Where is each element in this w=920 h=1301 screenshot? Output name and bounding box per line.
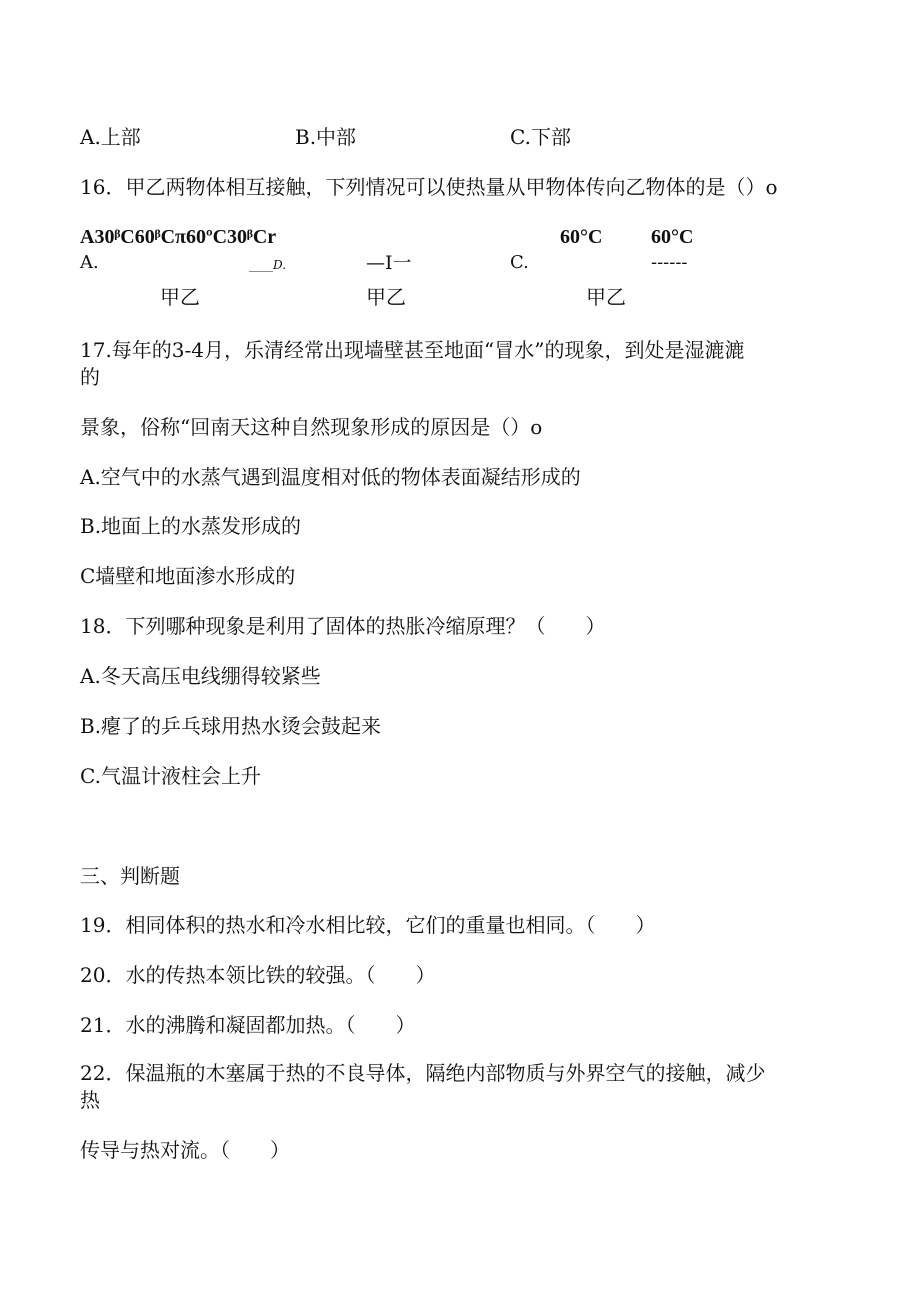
q16-pair-2: 甲乙 — [366, 285, 406, 309]
q16-label-b-mark: —I一 — [366, 252, 412, 274]
section-3-title: 三、判断题 — [80, 864, 180, 888]
q16-dashes: ------ — [651, 252, 688, 273]
q17-stem-line2: 的 — [80, 365, 100, 389]
q22-statement-line1: 22．保温瓶的木塞属于热的不良导体，隔绝内部物质与外界空气的接触，减少 — [80, 1061, 766, 1085]
q16-temps-left: A30ᵝC60ᵝCπ60ºC30ᵝCr — [80, 226, 277, 248]
q15-option-a: A.上部 — [80, 125, 141, 149]
q16-temp-c1: 60°C — [560, 226, 603, 248]
q17-option-c: C墙壁和地面渗水形成的 — [80, 564, 296, 588]
q17-option-b: B.地面上的水蒸发形成的 — [80, 514, 302, 538]
q17-option-a: A.空气中的水蒸气遇到温度相对低的物体表面凝结形成的 — [80, 465, 581, 489]
q22-statement-line2: 热 — [80, 1088, 100, 1112]
q16-pair-1: 甲乙 — [160, 285, 200, 309]
q15-option-b: B.中部 — [295, 125, 357, 149]
q18-option-a: A.冬天高压电线绷得较紧些 — [80, 664, 321, 688]
q16-label-c: C. — [510, 252, 529, 273]
q16-label-d: ____D. — [249, 258, 287, 272]
q16-pair-3: 甲乙 — [586, 285, 626, 309]
q17-stem-line1: 17.每年的3-4月，乐清经常出现墙壁甚至地面“冒水”的现象，到处是湿漉漉 — [80, 338, 745, 362]
q19-statement: 19．相同体积的热水和冷水相比较，它们的重量也相同。（ ） — [80, 913, 656, 937]
q18-option-c: C.气温计液柱会上升 — [80, 764, 261, 788]
q16-temp-c2: 60°C — [651, 226, 694, 248]
q18-option-b: B.瘪了的乒乓球用热水烫会鼓起来 — [80, 714, 382, 738]
q22-statement-line3: 传导与热对流。（ ） — [80, 1138, 290, 1162]
q16-label-a: A. — [80, 252, 99, 273]
q15-option-c: C.下部 — [510, 125, 571, 149]
q16-stem: 16．甲乙两物体相互接触，下列情况可以使热量从甲物体传向乙物体的是（）o — [80, 175, 778, 199]
q17-stem-line3: 景象，俗称“回南天这种自然现象形成的原因是（）o — [80, 415, 543, 439]
q21-statement: 21．水的沸腾和凝固都加热。（ ） — [80, 1013, 416, 1037]
q20-statement: 20．水的传热本领比铁的较强。（ ） — [80, 963, 436, 987]
q18-stem: 18．下列哪种现象是利用了固体的热胀冷缩原理？（ ） — [80, 614, 606, 638]
